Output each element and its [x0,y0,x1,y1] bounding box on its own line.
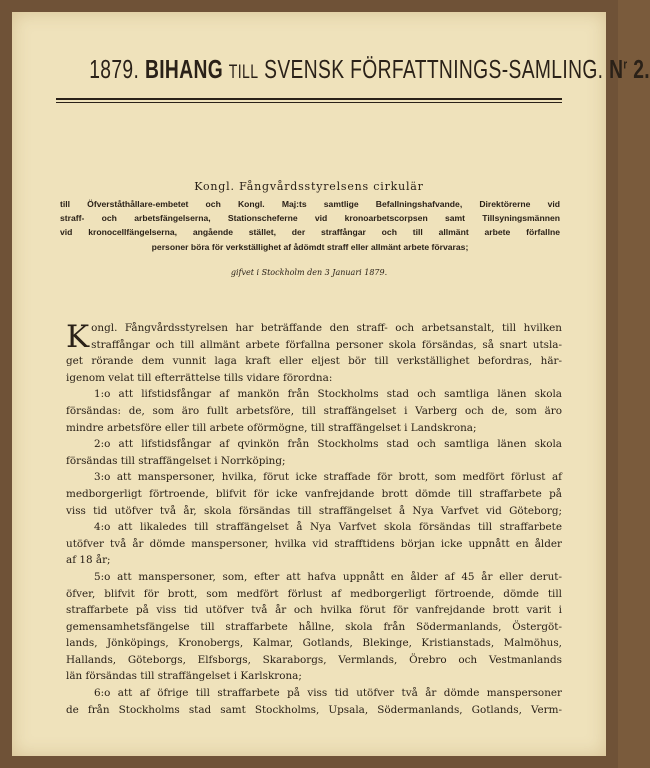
header-bihang: BIHANG [144,54,224,84]
circular-description [60,197,560,254]
description-line: personer böra för verkställighet af ådömdt straff eller allmänt arbete förvaras; [151,241,469,252]
body-line: igenom velat till efterrättelse tills vidare förordna: [66,371,333,384]
body-line: straffarbete på viss tid utöfver två år och hvilka förut för vanfrejdande brott varit i [66,604,562,617]
body-line: 1:o att lifstidsfångar af mankön från Stockholms stad och samtliga länen skola [94,388,562,401]
body-text [66,320,562,718]
body-line: af 18 år; [66,554,111,567]
body-line: län försändas till straffängelset i Karlskrona; [66,670,302,683]
drop-cap: K [66,319,90,355]
body-line: försändas till straffängelset i Norrköping; [66,454,286,467]
description-line: straff- och arbetsfängelserna, Stationscheferne vid kronoarbetscorpsen samt Tillsyningsmännen [60,213,560,224]
body-line: get rörande dem vunnit laga kraft eller eljest bör till verkställighet befordras, här- [66,355,562,368]
description-line: vid kronocellfängelserna, angående stället, der straffångar och till allmänt arbete förfallne [60,227,560,238]
body-line: 2:o att lifstidsfångar af qvinkön från Stockholms stad och samtliga länen skola [94,438,562,451]
body-line: försändas: de, som äro fullt arbetsföre, till straffängelset i Varberg och de, som äro [66,404,562,417]
document-page [12,12,650,756]
body-line: ongl. Fångvårdsstyrelsen har beträffande den straff- och arbetsanstalt, till hvilken [91,322,562,334]
body-line: viss tid utöfver två år, skola försändas till straffängelset å Nya Varfvet vid Göteborg; [66,504,562,517]
header-rule [56,98,562,100]
body-line: mindre arbetsföre eller till arbete oförmögne, till straffängelset i Landskrona; [66,421,477,434]
body-line: gemensamhetsfängelse till straffarbete hållne, skola från Södermanlands, Östergöt- [66,620,562,633]
header-title: SVENSK FÖRFATTNINGS-SAMLING. [264,54,604,84]
body-line: lands, Jönköpings, Kronobergs, Kalmar, Gotlands, Blekinge, Kristianstads, Malmöhus, [66,637,562,650]
body-line: Hallands, Göteborgs, Elfsborgs, Skaraborgs, Vermlands, Örebro och Vestmanlands [66,653,562,666]
header-number-sup: r [623,56,628,72]
body-line: straffångar och till allmänt arbete förfallna personer skola försändas, så snart utsla- [91,338,562,351]
header-till: TILL [228,62,259,83]
header-number-label: N [609,54,624,84]
body-line: utöfver två år dömde manspersoner, hvilka vid strafftidens början icke uppnått en ålder [66,537,562,550]
body-line: medborgerligt förtroende, blifvit för icke vanfrejdande brott dömde till straffarbete på [66,487,562,500]
body-line: öfver, blifvit för brott, som medfört förlust af medborgerligt förtroende, dömde till [66,587,562,600]
header-number: 2. [633,54,650,84]
circular-title: Kongl. Fångvårdsstyrelsens cirkulär [194,180,424,193]
body-line: 3:o att manspersoner, hvilka, förut icke straffade för brott, som medfört förlust af [94,471,562,484]
body-line: 5:o att manspersoner, som, efter att hafva uppnått en ålder af 45 år eller derut- [94,570,562,583]
description-line: till Öfverståthållare-embetet och Kongl. Maj:ts samtlige Befallningshafvande, Direktörerne vid [60,199,560,209]
page-header [89,54,650,85]
body-line: 6:o att af öfrige till straffarbete på viss tid utöfver två år dömde manspersoner [94,687,562,700]
header-rule-thin [56,102,562,103]
header-year: 1879. [89,54,140,84]
circular-date: gifvet i Stockholm den 3 Januari 1879. [230,268,388,277]
body-line: de från Stockholms stad samt Stockholms, Upsala, Södermanlands, Gotlands, Verm- [66,703,562,716]
body-line: 4:o att likaledes till straffängelset å Nya Varfvet skola försändas till straffarbete [94,521,562,534]
